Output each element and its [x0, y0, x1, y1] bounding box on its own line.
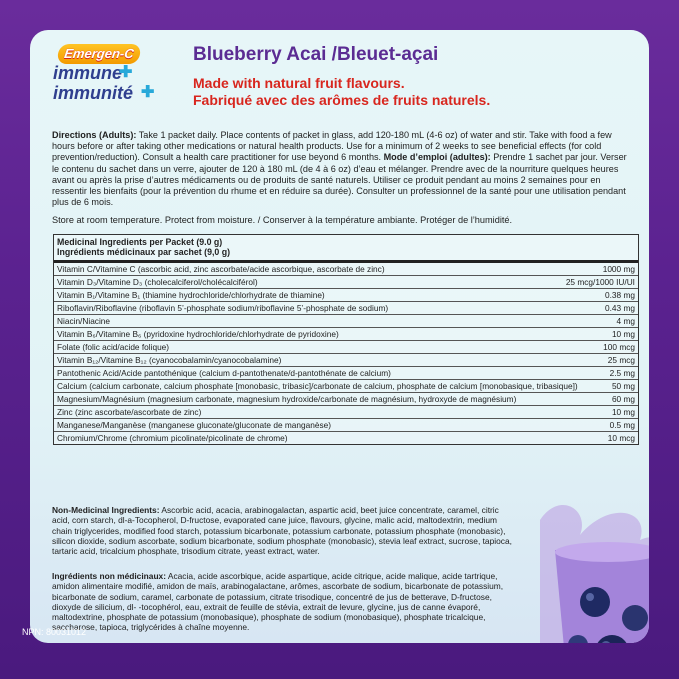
- ingredient-amount: 0.5 mg: [609, 420, 635, 430]
- storage-instructions: Store at room temperature. Protect from moisture. / Conserver à la température ambiante. Protéger de l’humidité.: [52, 215, 513, 225]
- medicinal-ingredients-table: [53, 234, 639, 445]
- ingredient-amount: 10 mcg: [607, 433, 635, 443]
- table-row: [54, 328, 638, 341]
- ingredient-amount: 10 mg: [611, 407, 635, 417]
- brand-badge: [57, 44, 142, 64]
- ingredient-name: Vitamin B₆/Vitamine B₆ (pyridoxine hydrochloride/chlorhydrate de pyridoxine): [57, 329, 339, 339]
- ingredient-amount: 10 mg: [611, 329, 635, 339]
- flavour-claim-fr: Fabriqué avec des arômes de fruits naturels.: [193, 92, 491, 108]
- blueberry-drink-illustration: [520, 480, 649, 643]
- non-medicinal-ingredients-fr: [52, 571, 517, 633]
- non-medicinal-label-en: Non-Medicinal Ingredients:: [52, 505, 160, 515]
- ingredient-amount: 0.43 mg: [605, 303, 635, 313]
- ingredient-name: Magnesium/Magnésium (magnesium carbonate, magnesium hydroxide/carbonate de magnésium, hydroxyde de magnésium): [57, 394, 517, 404]
- table-row: [54, 289, 638, 302]
- table-row: [54, 380, 638, 393]
- directions-body-fr: Prendre 1 sachet par jour. Verser le contenu du sachet dans un verre, ajouter de 120 à 180 mL (de 4 à 6 oz) d’eau et mélanger. Prendre avec de la nourriture quelques heures avant ou après la prise d’autres médicaments ou de produits de santé naturels. Utiliser ce produit pendant au moins 2 semaines pour en ressentir les bienfaits (pour la prévention du rhume et en réduire sa durée). Consulter un professionnel de la santé pour une utilisation pendant plus de 6 mois.: [52, 152, 627, 208]
- ingredient-amount: 60 mg: [611, 394, 635, 404]
- table-row: [54, 276, 638, 289]
- non-medicinal-list-fr: Acacia, acide ascorbique, acide aspartique, acide citrique, acide malique, acide tartrique, amidon alimentaire modifié, amidon de maïs, arabinogalactane, arômes, ascorbate de sodium, bicarbonate de potassium, bicarbonate de sodium, caramel, carbonate de potassium, citrate trisodique, concentré de jus de betterave, D-fructose, dioxyde de silicium, dl- -tocophérol, eau, extrait de feuille de stévia, extrait de levure, glycine, jus de canne évaporé, maltodextrine, phosphate de potassium (monobasique), phosphate de sodium (monobasique), phosphate tricalcique, saccharose, tapioca, triglycérides à chaîne moyenne.: [52, 571, 504, 633]
- table-row: [54, 302, 638, 315]
- non-medicinal-label-fr: Ingrédients non médicinaux:: [52, 571, 167, 581]
- ingredient-amount: 4 mg: [616, 316, 635, 326]
- ingredient-name: Vitamin B₁₂/Vitamine B₁₂ (cyanocobalamin/cyanocobalamine): [57, 355, 282, 365]
- flavour-claim-en: Made with natural fruit flavours.: [193, 75, 405, 91]
- table-header: [54, 235, 638, 263]
- ingredient-amount: 1000 mg: [602, 264, 635, 274]
- ingredient-amount: 50 mg: [611, 381, 635, 391]
- table-row: [54, 367, 638, 380]
- table-header-en: Medicinal Ingredients per Packet (9.0 g): [57, 237, 223, 247]
- ingredient-amount: 2.5 mg: [609, 368, 635, 378]
- ingredient-name: Riboflavin/Riboflavine (riboflavin 5’-phosphate sodium/riboflavine 5’-phosphate de sodium): [57, 303, 389, 313]
- ingredient-name: Calcium (calcium carbonate, calcium phosphate [monobasic, tribasic]/carbonate de calcium, phosphate de calcium [monobasique, tribasique]): [57, 381, 578, 391]
- npn-number: NPN: 80031012: [22, 627, 87, 637]
- table-row: [54, 393, 638, 406]
- ingredient-name: Pantothenic Acid/Acide pantothénique (calcium d-pantothenate/d-pantothénate de calcium): [57, 368, 391, 378]
- directions-label-en: Directions (Adults):: [52, 130, 137, 140]
- ingredient-name: Vitamin C/Vitamine C (ascorbic acid, zinc ascorbate/acide ascorbique, ascorbate de zinc): [57, 264, 385, 274]
- ingredient-name: Vitamin B₁/Vitamine B₁ (thiamine hydrochloride/chlorhydrate de thiamine): [57, 290, 325, 300]
- ingredient-amount: 25 mcg/1000 IU/UI: [565, 277, 635, 287]
- ingredient-name: Zinc (zinc ascorbate/ascorbate de zinc): [57, 407, 202, 417]
- table-row: [54, 315, 638, 328]
- emergen-c-immune-logo: [53, 42, 158, 112]
- logo-immune-text: immune: [53, 63, 123, 83]
- table-row: [54, 406, 638, 419]
- ingredient-name: Manganese/Manganèse (manganese gluconate/gluconate de manganèse): [57, 420, 331, 430]
- plus-icon: ✚: [141, 84, 155, 101]
- table-row: [54, 354, 638, 367]
- table-row: [54, 341, 638, 354]
- product-title: Blueberry Acai /Bleuet-açai: [193, 44, 439, 65]
- table-row: [54, 432, 638, 444]
- logo-immunite-text: immunité: [53, 83, 134, 103]
- label-panel: [30, 30, 649, 643]
- ingredient-name: Niacin/Niacine: [57, 316, 111, 326]
- directions-body-en: Take 1 packet daily. Place contents of packet in glass, add 120-180 mL (4-6 oz) of water and stir. Take with food a few hours before or after taking other medications or natural health products. Use for a minimum of 2 weeks to see beneficial effects (for cold prevention/reduction). Consult a health care practitioner for use beyond 6 months.: [52, 130, 612, 163]
- directions-text: [52, 130, 636, 208]
- ingredient-amount: 100 mcg: [603, 342, 635, 352]
- table-header-fr: Ingrédients médicinaux par sachet (9,0 g): [57, 247, 231, 257]
- table-row: [54, 263, 638, 276]
- non-medicinal-list-en: Ascorbic acid, acacia, arabinogalactan, aspartic acid, beet juice concentrate, caramel, citric acid, corn starch, dl-a-Tocopherol, D-fructose, evaporated cane juice, flavours, glycine, malic acid, maltodextrin, medium chain triglycerides, modified food starch, potassium bicarbonate, potassium carbonate, potassium phosphate (monobasic), silicon dioxide, sodium ascorbate, sodium bicarbonate, sodium phosphate (monobasic), stevia leaf extract, sucrose, tapioca, tartaric acid, tricalcium phosphate, trisodium citrate, yeast extract, water.: [52, 505, 512, 557]
- ingredient-amount: 0.38 mg: [605, 290, 635, 300]
- ingredient-amount: 25 mcg: [607, 355, 635, 365]
- brand-name: Emergen-C: [63, 46, 135, 61]
- non-medicinal-ingredients-en: [52, 505, 517, 556]
- plus-icon: ✚: [119, 64, 133, 81]
- ingredient-name: Chromium/Chrome (chromium picolinate/picolinate de chrome): [57, 433, 288, 443]
- directions-label-fr: Mode d’emploi (adultes):: [383, 152, 491, 163]
- ingredient-name: Folate (folic acid/acide folique): [57, 342, 170, 352]
- table-row: [54, 419, 638, 432]
- ingredient-name: Vitamin D₃/Vitamine D₃ (cholecalciferol/cholécalciférol): [57, 277, 258, 287]
